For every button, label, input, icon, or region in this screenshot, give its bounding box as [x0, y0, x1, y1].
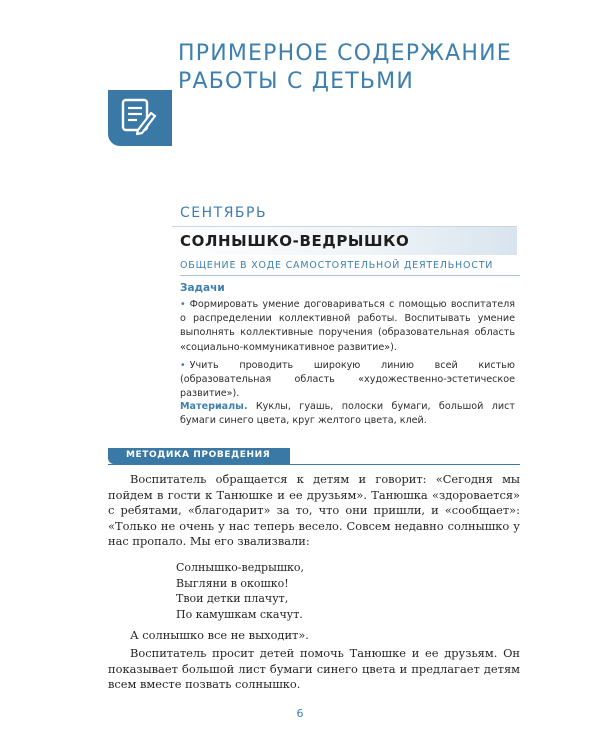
method-paragraph-1: Воспитатель обращается к детям и говорит: «Сегодня мы пойдем в гости к Танюшке и ее друзьям». Танюшка «здоровается» с ребятами, «благодарит» за то, что они пришли, и «сообщает»: «Только не очень у нас теперь весело. Совсем недавно солнышко у нас пропало. Мы его звализвали:: [108, 472, 520, 548]
method-heading: МЕТОДИКА ПРОВЕДЕНИЯ: [126, 450, 271, 460]
bullet-icon: •: [180, 359, 186, 371]
chapter-title-line-1: ПРИМЕРНОЕ СОДЕРЖАНИЕ: [178, 41, 512, 66]
chapter-title: [178, 40, 568, 96]
bullet-icon: •: [180, 299, 186, 310]
task-item: [180, 298, 515, 355]
activity-subtitle: ОБЩЕНИЕ В ХОДЕ САМОСТОЯТЕЛЬНОЙ ДЕЯТЕЛЬНОСТИ: [180, 260, 520, 276]
poem-line: Выгляни в окошко!: [176, 576, 289, 590]
method-paragraph-2: А солнышко все не выходит».: [130, 628, 309, 642]
page-number: 6: [296, 707, 304, 720]
document-with-pen-icon: [108, 90, 172, 146]
document-with-pen-icon-graphic: [108, 90, 172, 146]
poem-line: Твои детки плачут,: [176, 592, 289, 605]
method-paragraph-3: Воспитатель просит детей помочь Танюшке и ее друзьям. Он показывает большой лист бумаги синего цвета и предлагает детям всем вместе позвать солнышко.: [108, 646, 520, 691]
poem-line: По камушкам скачут.: [176, 607, 303, 621]
materials-text: Куклы, гуашь, полоски бумаги, большой лист бумаги синего цвета, круг желтого цвета, клей.: [180, 401, 515, 427]
materials-label: Материалы.: [180, 401, 248, 412]
poem: [176, 560, 304, 622]
task-text: Учить проводить широкую линию всей кистью (образовательная область «художественно-эстетическое развитие»).: [180, 359, 515, 400]
tasks-heading: Задачи: [180, 282, 225, 294]
task-text: Формировать умение договариваться с помощью воспитателя о распределении коллективной работы. Воспитывать умение выполнять коллективные поручения (образовательная область «социально-коммуникативное развитие»).: [180, 299, 515, 353]
materials-paragraph: [180, 400, 515, 428]
task-item: [180, 359, 515, 402]
poem-line: Солнышко-ведрышко,: [176, 561, 305, 574]
method-divider: [108, 464, 520, 465]
chapter-title-line-2: РАБОТЫ С ДЕТЬМИ: [178, 69, 414, 94]
tasks-list: [180, 298, 515, 405]
month-heading: СЕНТЯБРЬ: [180, 205, 268, 221]
topic-heading: СОЛНЫШКО-ВЕДРЫШКО: [180, 232, 410, 250]
